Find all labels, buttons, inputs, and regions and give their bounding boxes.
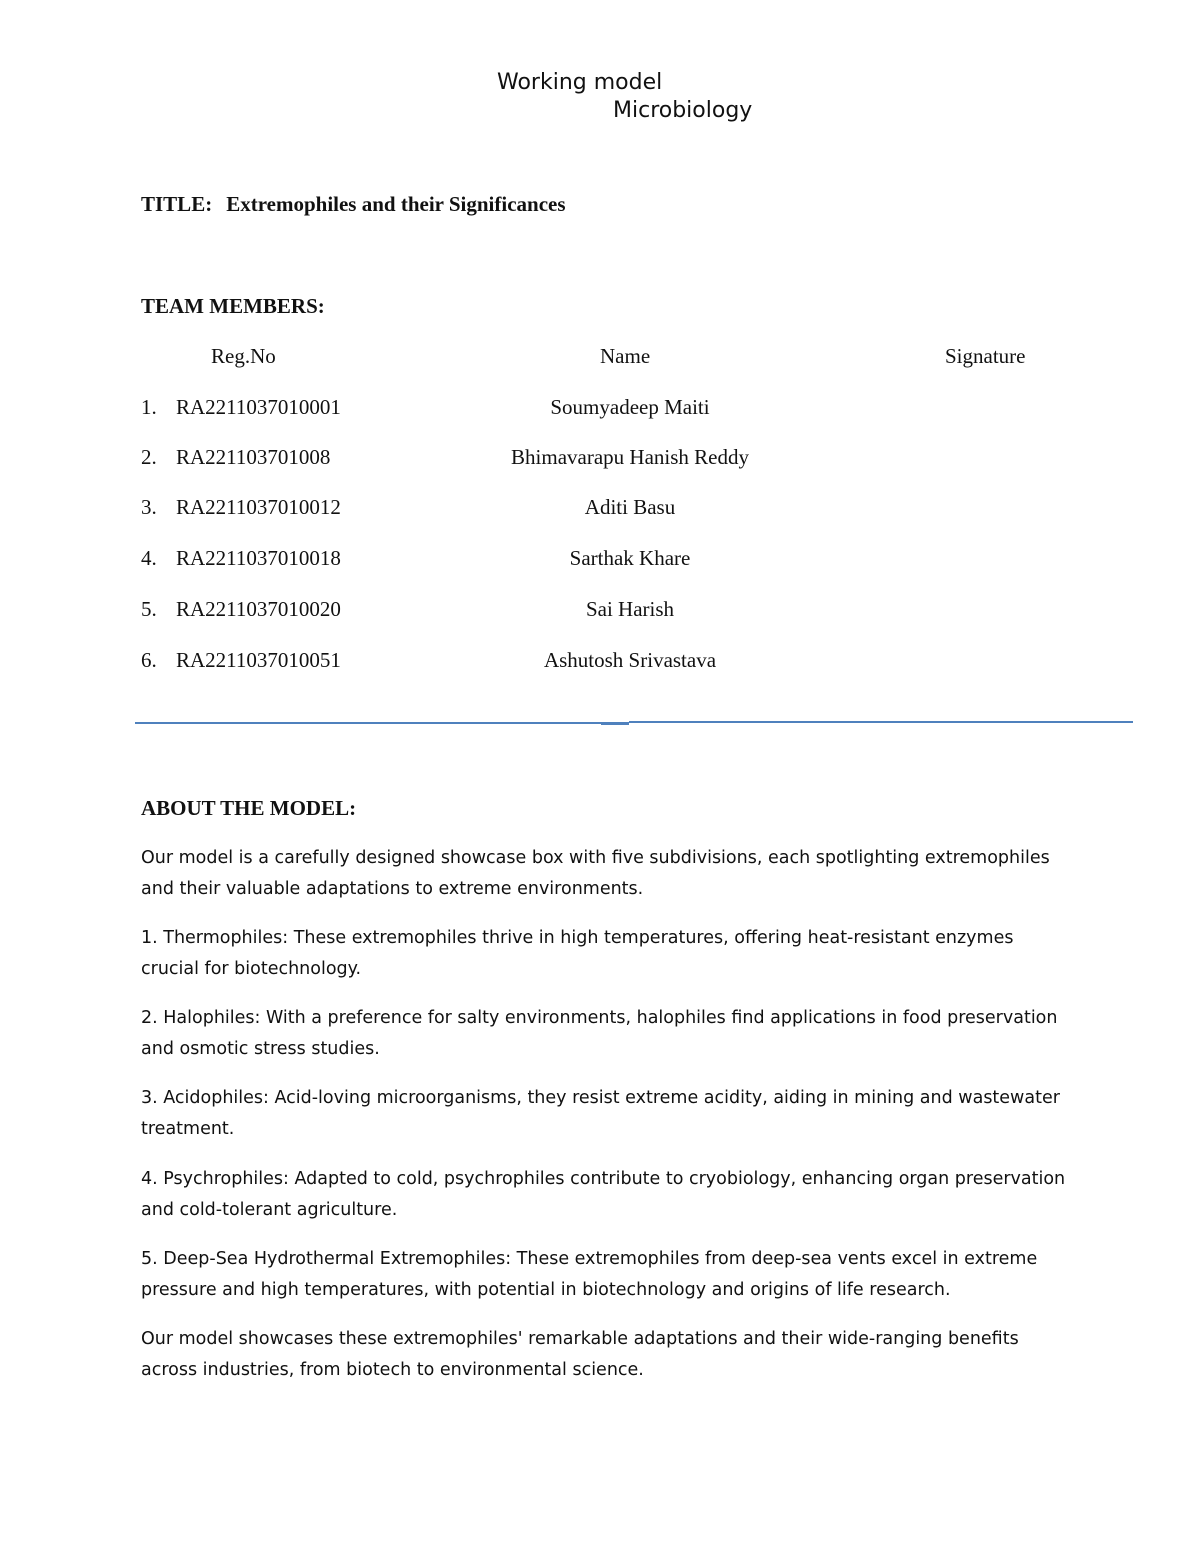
about-model-heading: ABOUT THE MODEL: <box>141 796 357 820</box>
about-item-deep-sea: 5. Deep-Sea Hydrothermal Extremophiles: These extremophiles from deep-sea vents excel in extreme pressure and high temperatures, with potential in biotechnology and origins of life research. <box>141 1249 1038 1300</box>
about-item-thermophiles: 1. Thermophiles: These extremophiles thrive in high temperatures, offering heat-resistant enzymes crucial for biotechnology. <box>141 928 1014 979</box>
member-name: Ashutosh Srivastava <box>543 648 717 672</box>
team-member-row <box>0 648 1200 678</box>
column-header-reg-no: Reg.No <box>211 344 276 368</box>
project-title-line <box>141 192 566 217</box>
team-member-row <box>0 445 1200 475</box>
member-number: 5. <box>141 597 157 621</box>
member-name: Sarthak Khare <box>569 546 691 570</box>
member-reg-no: RA2211037010020 <box>176 597 341 621</box>
team-member-row <box>0 395 1200 425</box>
about-intro-paragraph: Our model is a carefully designed showcase box with five subdivisions, each spotlighting extremophiles and their valuable adaptations to extreme environments. <box>141 848 1050 899</box>
member-name: Soumyadeep Maiti <box>550 395 710 419</box>
column-header-name: Name <box>600 344 651 368</box>
member-reg-no: RA2211037010018 <box>176 546 341 570</box>
team-member-row <box>0 546 1200 576</box>
member-number: 6. <box>141 648 157 672</box>
about-item-halophiles: 2. Halophiles: With a preference for salty environments, halophiles find applications in food preservation and osmotic stress studies. <box>141 1008 1058 1059</box>
document-title: Working model <box>497 70 663 95</box>
team-member-row <box>0 495 1200 525</box>
document-subtitle: Microbiology <box>613 98 753 123</box>
column-header-signature: Signature <box>945 344 1026 368</box>
member-reg-no: RA2211037010001 <box>176 395 341 419</box>
member-name: Sai Harish <box>585 597 675 621</box>
project-title-label: TITLE: <box>141 192 213 216</box>
project-title-value: Extremophiles and their Significances <box>226 192 566 216</box>
member-number: 2. <box>141 445 157 469</box>
about-closing-paragraph: Our model showcases these extremophiles' remarkable adaptations and their wide-ranging benefits across industries, from biotech to environmental science. <box>141 1329 1019 1380</box>
about-item-psychrophiles: 4. Psychrophiles: Adapted to cold, psychrophiles contribute to cryobiology, enhancing organ preservation and cold-tolerant agriculture. <box>141 1169 1066 1220</box>
divider-left-segment <box>135 722 601 724</box>
member-name: Aditi Basu <box>584 495 676 519</box>
member-reg-no: RA2211037010051 <box>176 648 341 672</box>
divider-right-segment <box>629 721 1133 723</box>
team-member-row <box>0 597 1200 627</box>
section-divider <box>135 721 1133 724</box>
member-reg-no: RA221103701008 <box>176 445 331 469</box>
member-name: Bhimavarapu Hanish Reddy <box>511 445 749 469</box>
team-members-heading: TEAM MEMBERS: <box>141 294 325 318</box>
member-reg-no: RA2211037010012 <box>176 495 341 519</box>
member-number: 4. <box>141 546 157 570</box>
about-item-acidophiles: 3. Acidophiles: Acid-loving microorganisms, they resist extreme acidity, aiding in mining and wastewater treatment. <box>141 1088 1060 1139</box>
divider-center-segment <box>601 722 629 725</box>
member-number: 3. <box>141 495 157 519</box>
member-number: 1. <box>141 395 157 419</box>
